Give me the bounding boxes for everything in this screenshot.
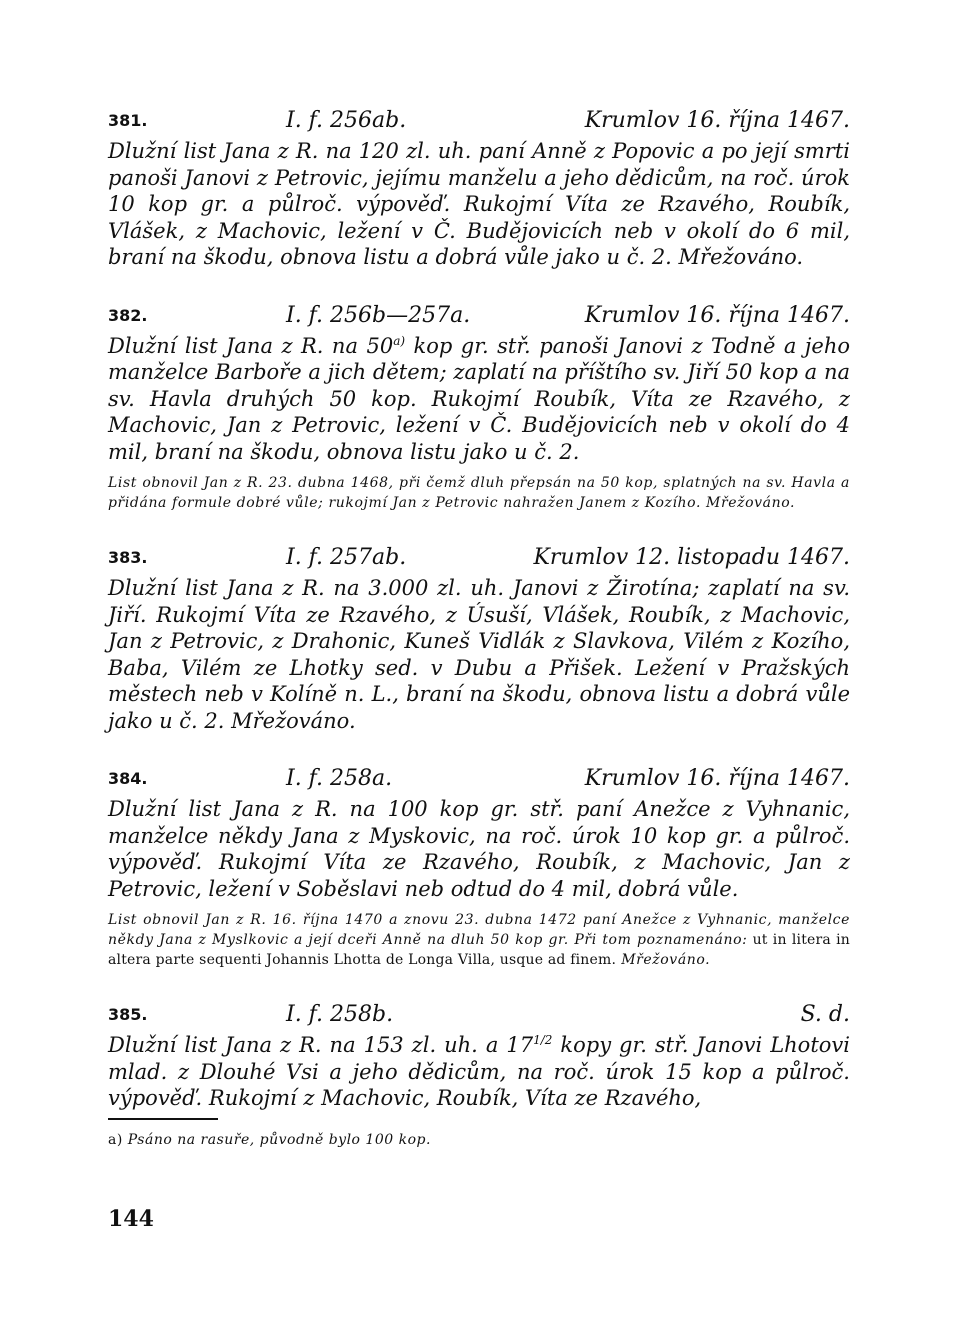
footnote-mark: a) (108, 1131, 123, 1148)
entry-header (108, 541, 850, 575)
entry-place-date: Krumlov 12. listopadu 1467. (533, 545, 850, 570)
footnote (108, 1130, 850, 1150)
entry-text-part: kop gr. stř. panoši Janovi z Todně a jeho manželce Barboře a jich dětem; zaplatí na příštího sv. Jiří 50 kop a na sv. Havla druhých 50 kop. Rukojmí Roubík, Víta ze Rzavého, z Machovic, Jan z Petrovic, ležení v Č. Budějovicích neb v okolí do 4 mil, braní na škodu, obnova listu jako u č. 2. (108, 333, 850, 464)
entry-text (108, 1032, 850, 1112)
entry-number: 383. (108, 548, 148, 567)
page-content (108, 104, 850, 1150)
entry-text: Dlužní list Jana z R. na 120 zl. uh. paní Anně z Popovic a po její smrti panoši Janovi z Petrovic, jejímu manželu a jeho dědicům, na roč. úrok 10 kop gr. a půlroč. výpověď. Rukojmí Víta ze Rzavého, Roubík, Vlášek, z Machovic, ležení v Č. Budějovicích neb v okolí do 6 mil, braní na škodu, obnova listu a dobrá vůle jako u č. 2. Mřežováno. (108, 139, 850, 269)
entry-number: 385. (108, 1005, 148, 1024)
entry-note-latin: ut in litera in altera parte sequenti Johannis Lhotta de Longa Villa, usque ad finem. (108, 932, 850, 968)
entry-place-date: Krumlov 16. října 1467. (584, 766, 850, 791)
entry-header (108, 104, 850, 138)
entry-place-date: Krumlov 16. října 1467. (584, 108, 850, 133)
entry-note-italic: List obnovil Jan z R. 16. října 1470 a znovu 23. dubna 1472 paní Anežce z Vyhnanic, manželce někdy Jana z Myslkovic a její dceři Anně na dluh 50 kop gr. Při tom poznamenáno: (108, 912, 850, 948)
entry-header (108, 762, 850, 796)
entry-folio: I. f. 256ab. (286, 108, 407, 133)
entry-text-part: Dlužní list Jana z R. na 50 (108, 333, 394, 358)
entry-folio: I. f. 258a. (286, 766, 393, 791)
entry-folio: I. f. 257ab. (286, 545, 407, 570)
entry-folio: I. f. 258b. (286, 1002, 394, 1027)
fraction-superscript: 1/2 (533, 1033, 553, 1047)
entry-383 (108, 541, 850, 734)
page-number: 144 (108, 1206, 154, 1232)
entry-text-part: kopy gr. stř. Janovi Lhotovi mlad. z Dlouhé Vsi a jeho dědicům, na roč. úrok 15 kop a půlroč. výpověď. Rukojmí z Machovic, Roubík, Víta ze Rzavého, (108, 1033, 850, 1110)
entry-381 (108, 104, 850, 271)
entry-header (108, 299, 850, 333)
entry-header (108, 998, 850, 1032)
entry-note: List obnovil Jan z R. 23. dubna 1468, při čemž dluh přepsán na 50 kop, splatných na sv. Havla a přidána formule dobré vůle; rukojmí Jan z Petrovic nahražen Janem z Kozího. Mřežováno. (108, 475, 850, 511)
entry-385 (108, 998, 850, 1112)
entry-number: 384. (108, 769, 148, 788)
footnote-reference: a) (393, 333, 406, 348)
footnote-divider (108, 1118, 218, 1120)
entry-text (108, 333, 850, 466)
entry-382 (108, 299, 850, 514)
entry-text: Dlužní list Jana z R. na 3.000 zl. uh. Janovi z Žirotína; zaplatí na sv. Jiří. Rukojmí Víta ze Rzavého, z Úsuší, Vlášek, Roubík, z Machovic, Jan z Petrovic, z Drahonic, Kuneš Vidlák z Slavkova, Vilém z Kozího, Baba, Vilém ze Lhotky sed. v Dubu a Přišek. Ležení v Pražských městech neb v Kolíně n. L., braní na škodu, obnova listu a dobrá vůle jako u č. 2. Mřežováno. (108, 576, 850, 733)
entry-place-date: Krumlov 16. října 1467. (584, 302, 850, 328)
entry-number: 381. (108, 111, 148, 130)
entry-note-end: Mřežováno. (616, 952, 711, 968)
footnote-text: Psáno na rasuře, původně bylo 100 kop. (122, 1131, 431, 1148)
entry-text: Dlužní list Jana z R. na 100 kop gr. stř. paní Anežce z Vyhnanic, manželce někdy Jana z Myskovic, na roč. úrok 10 kop gr. a půlroč. výpověď. Rukojmí Víta ze Rzavého, Roubík, z Machovic, Jan z Petrovic, ležení v Soběslavi neb odtud do 4 mil, dobrá vůle. (108, 797, 850, 901)
entry-folio: I. f. 256b—257a. (286, 302, 471, 328)
entry-place-date: S. d. (800, 1002, 850, 1027)
entry-note (108, 910, 850, 970)
entry-text-part: Dlužní list Jana z R. na 153 zl. uh. a 17 (108, 1033, 534, 1057)
entry-384 (108, 762, 850, 970)
entry-number: 382. (108, 305, 148, 325)
